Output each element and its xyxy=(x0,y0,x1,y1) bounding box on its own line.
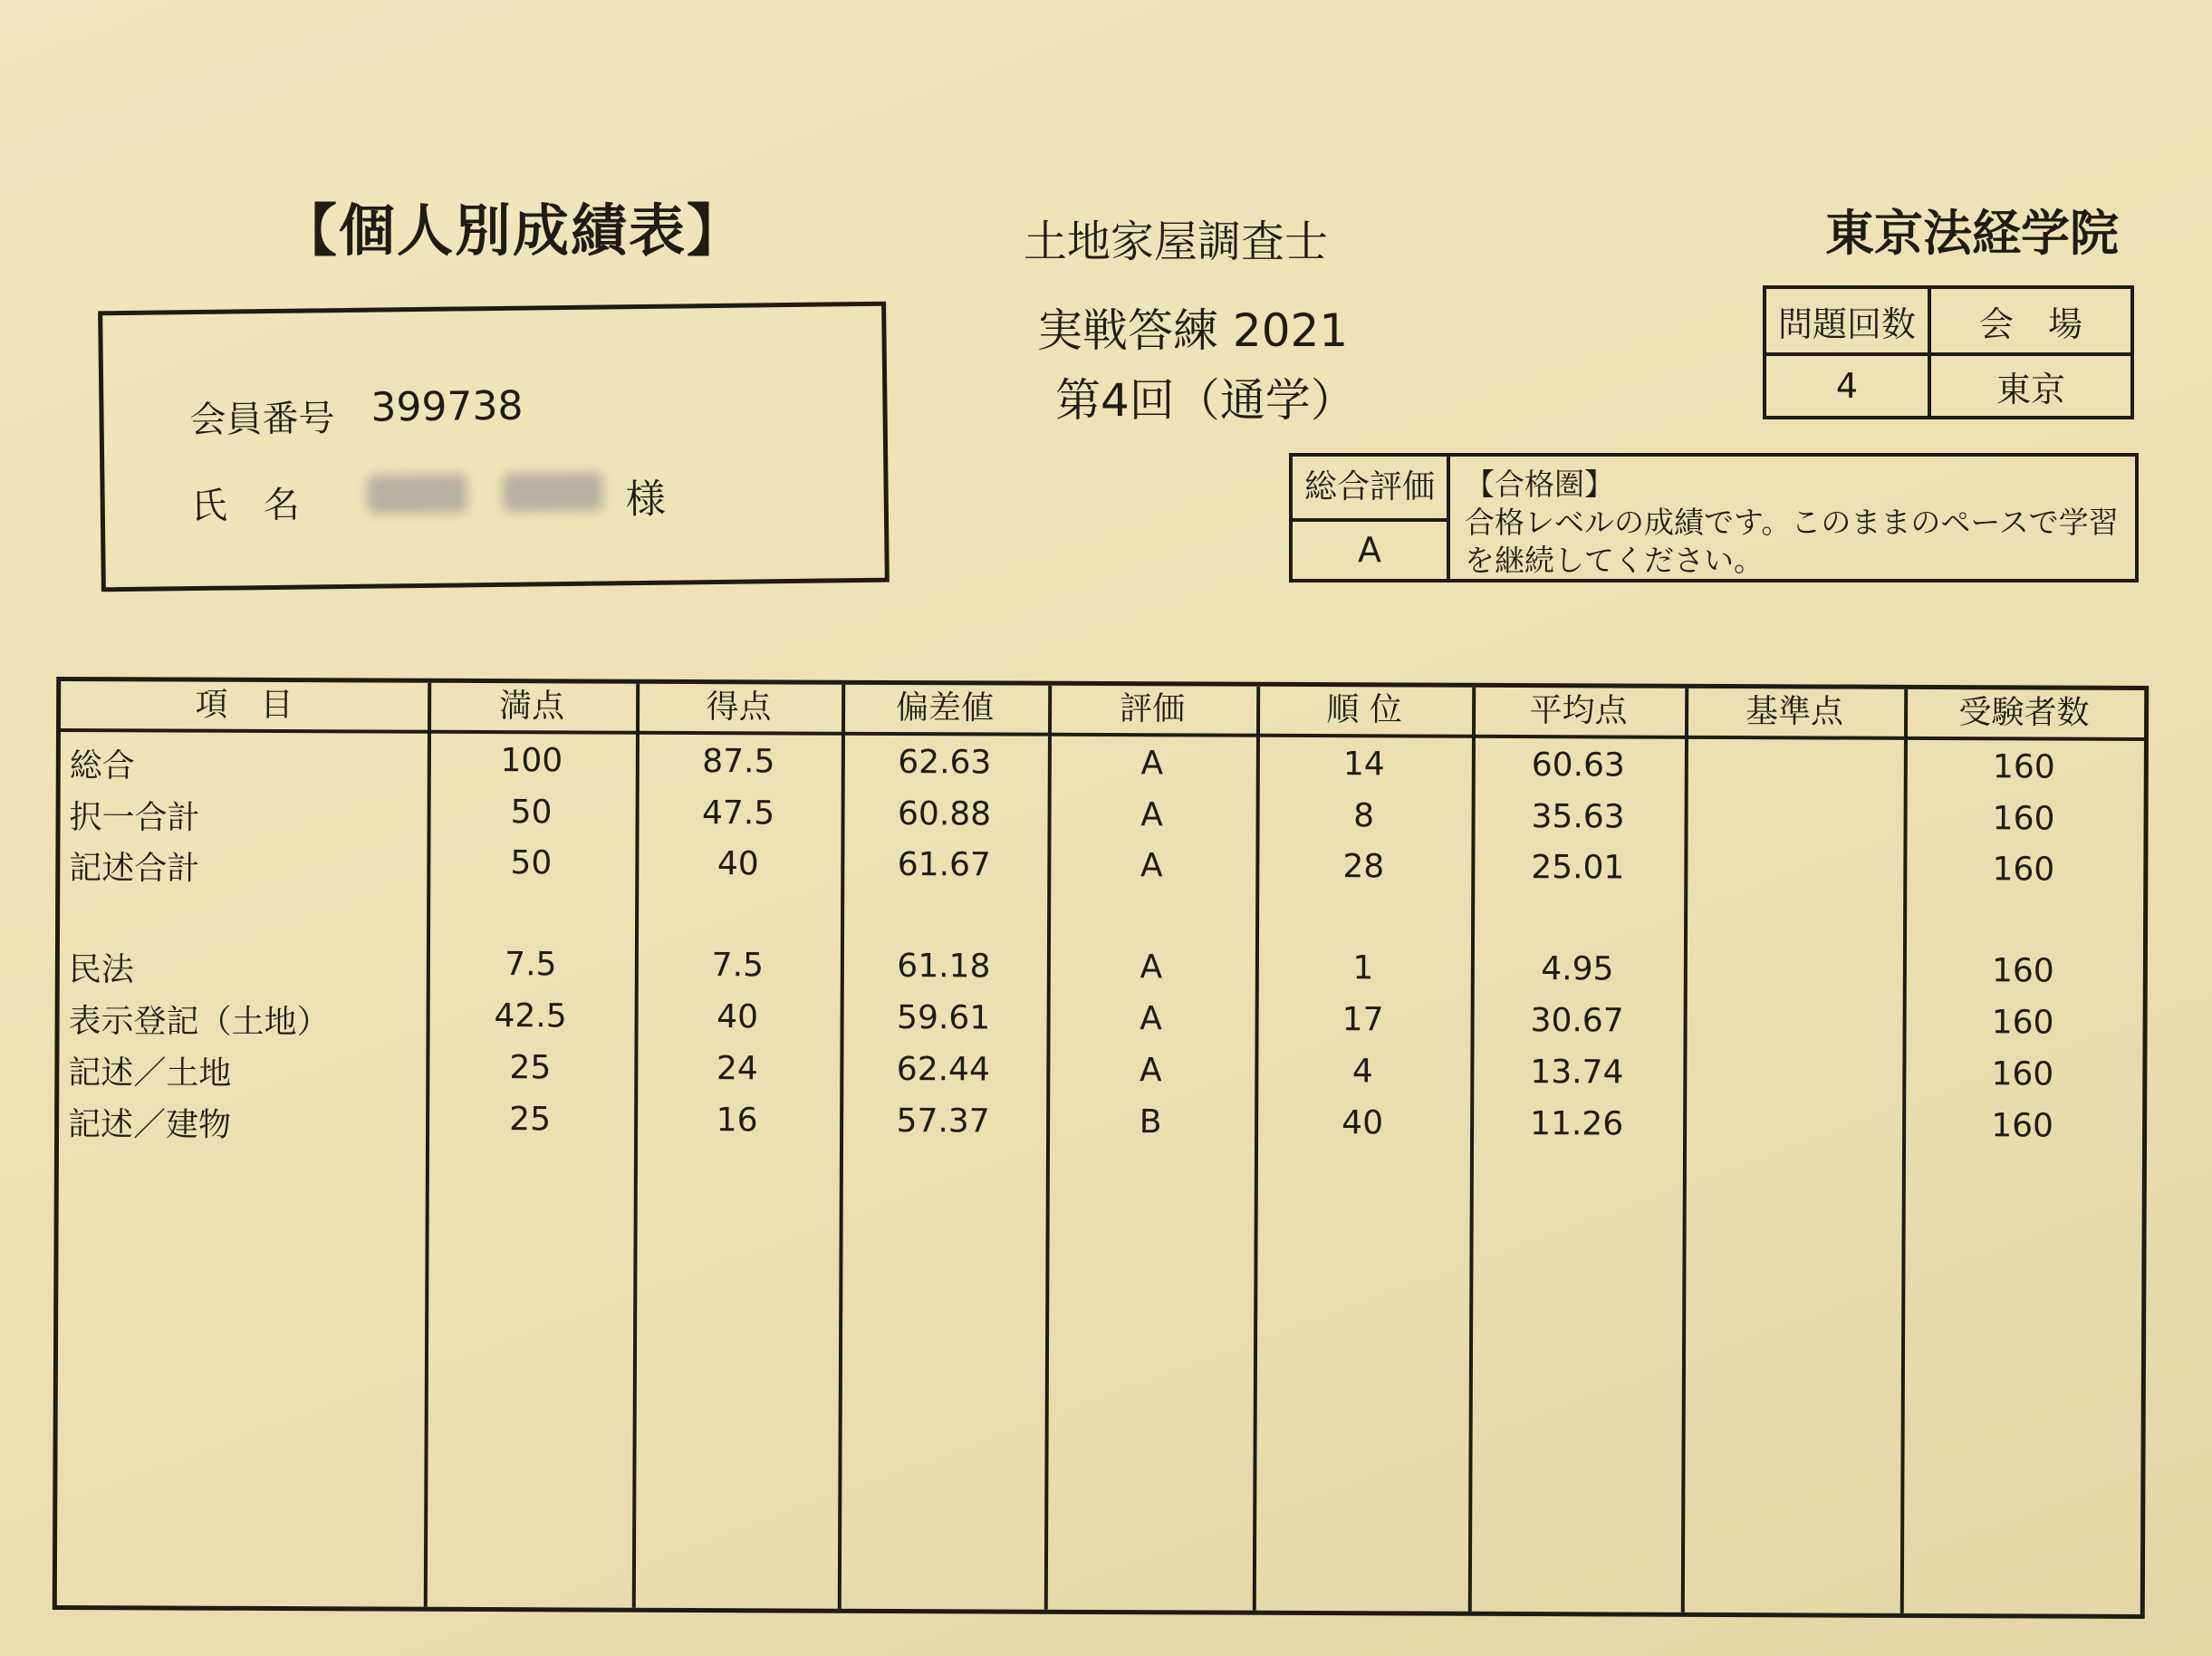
overall-comment-block xyxy=(1465,466,2126,580)
overall-evaluation-box xyxy=(1289,453,2139,582)
cell-max: 42.5 xyxy=(494,997,567,1035)
cell-baseline xyxy=(1685,747,1904,748)
cell-baseline xyxy=(1685,799,1904,800)
cell-rank: 8 xyxy=(1353,797,1375,835)
redacted-name-part xyxy=(503,473,603,512)
cell-score: 7.5 xyxy=(711,947,765,985)
cell-score: 40 xyxy=(716,845,759,883)
cell-rank: 28 xyxy=(1342,848,1385,886)
exam-info-table xyxy=(1763,285,2134,419)
round-value: 4 xyxy=(1765,354,1929,418)
cell-deviation: 60.88 xyxy=(897,795,992,833)
cell-max: 25 xyxy=(509,1049,552,1087)
cell-grade: A xyxy=(1140,796,1164,834)
cell-item: 記述／建物 xyxy=(68,1106,232,1144)
overall-grade: A xyxy=(1293,522,1450,579)
cell-deviation: 61.67 xyxy=(897,846,991,884)
cell-grade: A xyxy=(1140,745,1164,783)
cell-deviation: 59.61 xyxy=(897,999,991,1037)
school-name: 東京法経学院 xyxy=(1825,205,2119,262)
cell-score: 24 xyxy=(716,1050,758,1088)
cell-max: 50 xyxy=(510,794,553,832)
col-head-baseline: 基準点 xyxy=(1746,693,1844,731)
cell-deviation: 57.37 xyxy=(896,1102,990,1141)
name-label: 氏 名 xyxy=(190,484,301,528)
venue-value: 東京 xyxy=(1929,354,2132,418)
col-head-examinees: 受験者数 xyxy=(1958,694,2090,732)
cell-baseline xyxy=(1684,1003,1903,1004)
cell-item: 択一合計 xyxy=(69,799,200,837)
cell-grade: A xyxy=(1139,1052,1162,1090)
venue-label: 会 場 xyxy=(1929,287,2132,354)
cell-examinees: 160 xyxy=(1991,1107,2054,1145)
cell-baseline xyxy=(1684,850,1903,851)
cell-average: 35.63 xyxy=(1531,798,1625,836)
cell-max: 100 xyxy=(500,742,563,780)
col-head-average: 平均点 xyxy=(1529,692,1628,730)
cell-max: 50 xyxy=(510,844,553,882)
col-head-score: 得点 xyxy=(706,688,772,727)
exam-name: 実戦答練 2021 xyxy=(1037,304,1349,357)
cell-baseline xyxy=(1684,951,1903,952)
overall-label: 総合評価 xyxy=(1293,457,1450,522)
cell-examinees: 160 xyxy=(1992,800,2055,838)
exam-session: 第4回（通学） xyxy=(1055,374,1356,427)
cell-max: 7.5 xyxy=(505,946,557,984)
cell-score: 16 xyxy=(716,1102,758,1140)
cell-item: 記述合計 xyxy=(69,850,200,888)
score-table xyxy=(53,677,2149,1619)
cell-average: 11.26 xyxy=(1529,1105,1624,1143)
cell-rank: 4 xyxy=(1351,1053,1373,1091)
cell-examinees: 160 xyxy=(1992,851,2055,889)
redacted-name-part xyxy=(367,474,467,513)
cell-rank: 1 xyxy=(1352,949,1374,987)
member-box xyxy=(98,302,890,592)
cell-rank: 17 xyxy=(1342,1001,1384,1039)
cell-average: 13.74 xyxy=(1530,1054,1624,1092)
honorific: 様 xyxy=(625,476,667,524)
overall-zone: 【合格圏】 xyxy=(1465,467,1614,502)
cell-item: 記述／土地 xyxy=(68,1054,232,1093)
cell-baseline xyxy=(1683,1106,1902,1107)
cell-average: 25.01 xyxy=(1531,849,1625,887)
member-number: 399738 xyxy=(370,382,524,431)
cell-baseline xyxy=(1683,1054,1902,1055)
cell-item: 民法 xyxy=(68,951,134,989)
cell-score: 87.5 xyxy=(702,743,775,781)
cell-item: 総合 xyxy=(69,747,135,785)
cell-deviation: 62.63 xyxy=(898,744,992,782)
cell-max: 25 xyxy=(509,1101,552,1139)
round-label: 問題回数 xyxy=(1765,287,1929,354)
cell-examinees: 160 xyxy=(1991,1055,2054,1093)
cell-rank: 40 xyxy=(1342,1104,1384,1142)
col-head-grade: 評価 xyxy=(1120,690,1186,728)
col-head-rank: 順 位 xyxy=(1326,691,1402,729)
cell-score: 47.5 xyxy=(701,794,775,833)
cell-grade: B xyxy=(1139,1103,1162,1141)
cell-average: 30.67 xyxy=(1530,1002,1624,1040)
cell-grade: A xyxy=(1140,948,1163,987)
col-head-item: 項 目 xyxy=(195,686,293,725)
cell-grade: A xyxy=(1140,1000,1163,1038)
col-head-max: 満点 xyxy=(499,688,565,726)
cell-examinees: 160 xyxy=(1991,952,2054,990)
col-head-deviation: 偏差値 xyxy=(896,689,995,727)
exam-type: 土地家屋調査士 xyxy=(1024,217,1329,267)
cell-rank: 14 xyxy=(1342,746,1385,784)
cell-average: 4.95 xyxy=(1541,950,1614,988)
cell-examinees: 160 xyxy=(1991,1004,2054,1042)
cell-examinees: 160 xyxy=(1992,748,2055,786)
cell-deviation: 62.44 xyxy=(896,1051,990,1089)
cell-score: 40 xyxy=(716,998,759,1036)
cell-item: 表示登記（土地） xyxy=(68,1003,330,1042)
member-number-label: 会員番号 xyxy=(189,398,335,442)
cell-deviation: 61.18 xyxy=(897,948,991,986)
cell-grade: A xyxy=(1140,847,1163,885)
overall-comment: 合格レベルの成績です。このままのペースで学習を継続してください。 xyxy=(1465,505,2119,578)
cell-average: 60.63 xyxy=(1531,746,1625,785)
document-title: 【個人別成績表】 xyxy=(281,197,745,264)
